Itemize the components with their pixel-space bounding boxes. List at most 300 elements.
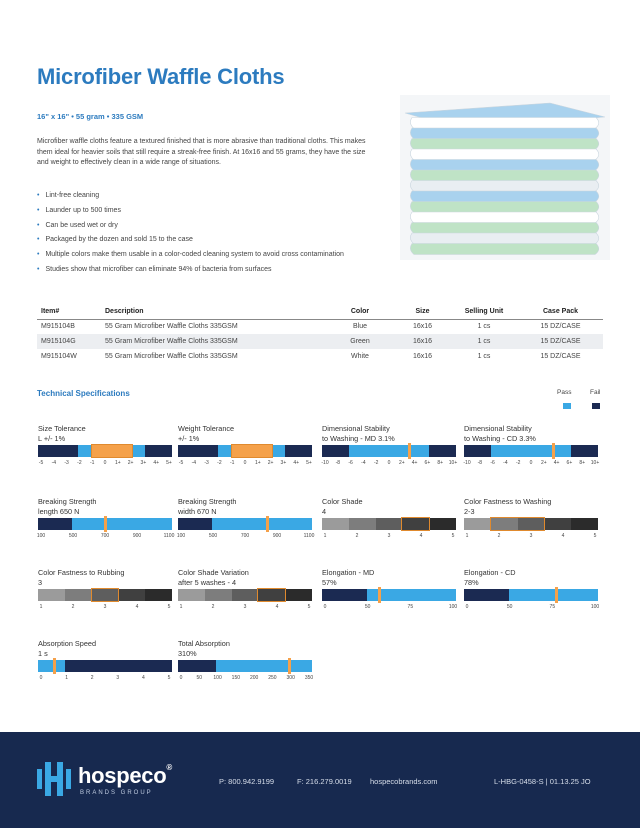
hospeco-logo-icon — [37, 762, 71, 796]
scale-ticks — [464, 460, 598, 470]
result-marker — [552, 443, 555, 459]
brand-wordmark: hospeco — [78, 763, 167, 788]
cloth-layer — [410, 202, 598, 213]
legend-pass-label: Pass — [557, 389, 572, 396]
scale-segment — [585, 445, 599, 457]
tick-label: 3 — [529, 533, 533, 539]
scale-segment — [509, 589, 554, 601]
scale-segment — [38, 660, 65, 672]
scale-segment — [285, 589, 312, 601]
scale-segment — [272, 445, 286, 457]
tick-label: 0 — [243, 460, 247, 466]
scale-segment — [322, 518, 349, 530]
scale-segment — [531, 445, 545, 457]
scale-segment — [429, 518, 456, 530]
result-marker — [378, 587, 381, 603]
spec-value: 310% — [178, 648, 197, 658]
tick-label: 100 — [213, 675, 222, 681]
spec-dimensional-stability-cd — [464, 424, 598, 470]
tick-label: 10+ — [590, 460, 600, 466]
tick-label: -4 — [51, 460, 57, 466]
scale-segment — [132, 445, 146, 457]
cloth-layer — [410, 128, 598, 139]
tick-label: 2+ — [398, 460, 405, 466]
feature-list — [37, 189, 344, 278]
scale-segment — [553, 589, 598, 601]
scale-segment — [504, 445, 518, 457]
tick-label: 2 — [211, 604, 215, 610]
spec-value: after 5 washes - 4 — [178, 577, 236, 587]
scale-segment — [216, 660, 235, 672]
tick-label: 300 — [286, 675, 295, 681]
table-row — [37, 349, 603, 364]
scale-segment — [105, 518, 139, 530]
table-header: Size — [395, 304, 450, 319]
cloth-layer — [410, 170, 598, 181]
tick-label: 8+ — [579, 460, 586, 466]
scale-segment — [38, 518, 72, 530]
tick-label: 3 — [103, 604, 107, 610]
tick-label: 900 — [132, 533, 142, 539]
tick-label: 150 — [231, 675, 241, 681]
tick-label: 4+ — [411, 460, 418, 466]
scale-segment — [367, 589, 412, 601]
table-cell: 1 cs — [477, 353, 491, 360]
scale-segment — [197, 660, 216, 672]
tick-label: -2 — [373, 460, 379, 466]
scale-segment — [178, 445, 192, 457]
scale-segment — [139, 518, 173, 530]
spec-scale-bar — [178, 589, 312, 601]
scale-segment — [145, 589, 172, 601]
result-marker — [266, 516, 269, 532]
scale-segment — [491, 445, 505, 457]
spec-label: Weight Tolerance — [178, 424, 235, 433]
scale-segment — [159, 445, 173, 457]
tick-label: 0 — [529, 460, 533, 466]
spec-value: width 670 N — [178, 506, 217, 516]
table-cell: 15 DZ/CASE — [518, 334, 603, 349]
scale-segment — [571, 518, 598, 530]
scale-segment — [178, 518, 212, 530]
tick-label: 3 — [387, 533, 391, 539]
tick-label: 10+ — [448, 460, 458, 466]
scale-segment — [571, 445, 585, 457]
spec-scale-bar — [178, 445, 312, 457]
scale-ticks — [38, 460, 172, 470]
legend-fail-label: Fail — [590, 389, 601, 396]
scale-segment — [178, 660, 197, 672]
tick-label: -1 — [89, 460, 95, 466]
registered-mark: ® — [166, 763, 172, 772]
tick-label: 50 — [364, 604, 371, 610]
result-highlight — [490, 517, 546, 531]
tick-label: -8 — [477, 460, 483, 466]
table-row — [37, 319, 603, 334]
cloth-layer — [410, 244, 598, 255]
scale-segment — [389, 445, 403, 457]
brand-subtitle: BRANDS GROUP — [80, 790, 153, 796]
tick-label: -2 — [217, 460, 222, 466]
table-cell: 16x16 — [395, 334, 450, 349]
tick-label: 700 — [100, 533, 110, 539]
spec-breaking-strength-length — [36, 497, 175, 543]
scale-segment — [191, 445, 205, 457]
spec-value: length 650 N — [38, 506, 80, 516]
cloth-layer — [410, 212, 598, 223]
scale-segment — [349, 445, 363, 457]
spec-value: 4 — [322, 506, 327, 516]
scale-segment — [255, 660, 274, 672]
scale-segment — [322, 589, 367, 601]
scale-segment — [72, 518, 106, 530]
tick-label: 2+ — [127, 460, 134, 466]
scale-segment — [38, 445, 52, 457]
spec-label: Color Shade — [322, 497, 363, 506]
tick-label: 4 — [561, 533, 565, 539]
specs-heading: Technical Specifications — [37, 389, 130, 398]
table-cell: M915104W — [41, 353, 77, 360]
table-cell: M915104B — [41, 323, 75, 331]
tick-label: 900 — [272, 533, 282, 539]
scale-segment — [558, 445, 572, 457]
tick-label: 2+ — [267, 460, 274, 466]
scale-segment — [205, 445, 219, 457]
scale-segment — [362, 445, 376, 457]
spec-color-fastness-rubbing — [38, 568, 172, 614]
tick-label: 4 — [419, 533, 423, 539]
tick-label: 0 — [39, 675, 43, 681]
scale-segment — [299, 445, 313, 457]
spec-weight-tolerance — [178, 424, 312, 470]
table-header: Description — [105, 304, 325, 319]
tick-label: -10 — [463, 460, 471, 466]
tick-label: 5+ — [166, 460, 172, 466]
scale-segment — [145, 445, 159, 457]
product-photo — [400, 95, 610, 260]
spec-breaking-strength-width — [176, 497, 315, 543]
tick-label: 100 — [590, 604, 600, 610]
tick-label: 100 — [36, 533, 46, 539]
table-header: Case Pack — [518, 304, 603, 319]
tick-label: 4+ — [153, 460, 160, 466]
scale-segment — [38, 589, 65, 601]
tick-label: 75 — [407, 604, 414, 610]
table-cell: 15 DZ/CASE — [540, 323, 581, 331]
tick-label: 1 — [323, 533, 327, 539]
scale-segment — [376, 518, 403, 530]
result-highlight — [401, 517, 430, 531]
result-marker — [53, 658, 56, 674]
cloth-layer — [410, 149, 598, 160]
legend-fail-swatch — [592, 403, 600, 409]
tick-label: 1 — [179, 604, 183, 610]
tick-label: -5 — [38, 460, 44, 466]
feature-item: • Can be used wet or dry — [37, 219, 344, 234]
tick-label: 5 — [167, 675, 171, 681]
spec-scale-bar — [464, 445, 598, 457]
tick-label: 1+ — [114, 460, 121, 466]
table-cell: 55 Gram Microfiber Waffle Cloths 335GSM — [105, 334, 325, 349]
scale-segment — [212, 518, 246, 530]
spec-elongation-md — [322, 568, 456, 614]
feature-item: • Lint-free cleaning — [37, 189, 344, 204]
tick-label: -4 — [191, 460, 197, 466]
table-cell: 16x16 — [412, 353, 433, 360]
scale-segment — [279, 518, 313, 530]
scale-segment — [51, 445, 65, 457]
product-description: Microfiber waffle cloths feature a textured finished that is more abrasive than traditional cloths. This makes them ideal for heavier soils that still require a streak-free finish. At 16x16 and 55 grams, they have the size and weight to effectively clean in a wide range of situations. — [37, 138, 366, 166]
tick-label: -3 — [64, 460, 69, 466]
footer-phone: P: 800.942.9199 — [219, 777, 275, 786]
scale-segment — [65, 445, 79, 457]
spec-color-shade — [322, 497, 456, 543]
tick-label: -2 — [77, 460, 82, 466]
scale-ticks — [38, 675, 172, 685]
cloth-layer — [410, 233, 598, 244]
scale-segment — [178, 589, 205, 601]
legend-pass-swatch — [563, 403, 571, 409]
tick-label: 6+ — [566, 460, 573, 466]
scale-segment — [429, 445, 443, 457]
cloth-layer — [410, 139, 598, 150]
result-marker — [288, 658, 291, 674]
brand-name — [78, 763, 172, 789]
table-cell: 55 Gram Microfiber Waffle Cloths 335GSM — [105, 323, 238, 331]
spec-scale-bar — [464, 589, 598, 601]
scale-segment — [464, 589, 509, 601]
spec-absorption-speed — [38, 639, 172, 685]
result-highlight — [91, 588, 120, 602]
tick-label: 1100 — [303, 533, 315, 539]
table-cell: White — [351, 353, 369, 360]
tick-label: 2 — [90, 675, 94, 681]
spec-value: 1 s — [38, 648, 48, 658]
tick-label: 3 — [116, 675, 120, 681]
tick-label: -10 — [321, 460, 329, 466]
feature-item: • Packaged by the dozen and sold 15 to the case — [37, 233, 344, 248]
scale-segment — [232, 589, 259, 601]
tick-label: 5 — [167, 604, 171, 610]
tick-label: 4 — [135, 604, 139, 610]
spec-label: Elongation - MD — [322, 568, 375, 577]
scale-segment — [235, 660, 254, 672]
scale-ticks — [322, 604, 456, 614]
footer-website-link[interactable]: hospecobrands.com — [370, 777, 438, 786]
page-title: Microfiber Waffle Cloths — [37, 64, 285, 89]
spec-label: Breaking Strength — [38, 497, 97, 506]
result-marker — [104, 516, 107, 532]
tick-label: -1 — [229, 460, 235, 466]
tick-label: 5 — [451, 533, 455, 539]
table-cell: M915104G — [37, 334, 105, 349]
table-header: Item# — [37, 304, 105, 319]
footer-document-id: L-HBG-0458-S | 01.13.25 JO — [494, 777, 591, 786]
spec-total-absorption — [178, 639, 312, 685]
spec-scale-bar — [178, 518, 312, 530]
spec-value: to Washing - MD 3.1% — [322, 433, 395, 443]
spec-label: Color Shade Variation — [178, 568, 249, 577]
tick-label: -6 — [490, 460, 495, 466]
spec-value: L +/- 1% — [38, 433, 66, 443]
scale-segment — [443, 445, 457, 457]
scale-segment — [285, 445, 299, 457]
tick-label: 1 — [465, 533, 469, 539]
scale-ticks — [464, 533, 598, 543]
scale-segment — [411, 589, 456, 601]
tick-label: -4 — [361, 460, 366, 466]
tick-label: 6+ — [424, 460, 431, 466]
spec-label: Dimensional Stability — [464, 424, 532, 433]
spec-elongation-cd — [464, 568, 598, 614]
scale-segment — [145, 660, 172, 672]
tick-label: 250 — [268, 675, 277, 681]
tick-label: 1100 — [163, 533, 175, 539]
tick-label: 500 — [208, 533, 218, 539]
tick-label: -3 — [204, 460, 209, 466]
spec-label: Breaking Strength — [178, 497, 237, 506]
product-table — [37, 304, 603, 364]
spec-scale-bar — [322, 445, 456, 457]
spec-scale-bar — [322, 518, 456, 530]
tick-label: 3+ — [140, 460, 147, 466]
scale-ticks — [322, 533, 456, 543]
spec-value: +/- 1% — [178, 433, 200, 443]
result-marker — [408, 443, 411, 459]
tick-label: 50 — [506, 604, 513, 610]
scale-ticks — [178, 675, 312, 685]
tick-label: -6 — [348, 460, 353, 466]
tick-label: 2 — [497, 533, 501, 539]
feature-item: • Multiple colors make them usable in a color-coded cleaning system to avoid cross contamination — [37, 248, 344, 263]
spec-scale-bar — [178, 660, 312, 672]
tick-label: -8 — [335, 460, 341, 466]
spec-label: Dimensional Stability — [322, 424, 390, 433]
tick-label: 700 — [240, 533, 250, 539]
tick-label: -5 — [178, 460, 184, 466]
tick-label: 4+ — [553, 460, 560, 466]
scale-segment — [416, 445, 430, 457]
table-header: Selling Unit — [450, 304, 518, 319]
cloth-layer — [410, 160, 598, 171]
result-marker — [555, 587, 558, 603]
tick-label: 100 — [448, 604, 458, 610]
spec-label: Color Fastness to Washing — [464, 497, 552, 506]
spec-value: 2-3 — [464, 506, 475, 516]
result-highlight — [231, 444, 273, 458]
spec-scale-bar — [38, 589, 172, 601]
spec-value: 78% — [464, 577, 479, 587]
scale-ticks — [322, 460, 456, 470]
tick-label: 2 — [355, 533, 359, 539]
scale-segment — [65, 589, 92, 601]
tick-label: -4 — [503, 460, 508, 466]
scale-segment — [293, 660, 312, 672]
tick-label: 3 — [243, 604, 247, 610]
scale-segment — [518, 445, 532, 457]
tick-label: 5 — [307, 604, 311, 610]
table-row — [37, 334, 603, 349]
table-cell: 1 cs — [477, 323, 491, 331]
spec-label: Total Absorption — [178, 639, 230, 648]
spec-label: Color Fastness to Rubbing — [38, 568, 125, 577]
table-cell: 16x16 — [412, 323, 433, 331]
tick-label: 350 — [304, 675, 314, 681]
tick-label: 1 — [65, 675, 68, 681]
scale-segment — [349, 518, 376, 530]
scale-segment — [335, 445, 349, 457]
tick-label: 0 — [103, 460, 107, 466]
tick-label: 200 — [249, 675, 259, 681]
scale-segment — [376, 445, 390, 457]
tick-label: 5+ — [306, 460, 312, 466]
spec-scale-bar — [322, 589, 456, 601]
tick-label: 1 — [39, 604, 43, 610]
scale-segment — [464, 445, 478, 457]
spec-color-fastness-washing — [464, 497, 598, 543]
cloth-layer — [410, 191, 598, 202]
product-subtitle: 16" x 16" • 55 gram • 335 GSM — [37, 112, 144, 121]
scale-ticks — [176, 533, 315, 543]
cloth-layer — [410, 118, 598, 129]
table-cell: Blue — [352, 323, 367, 331]
spec-label: Elongation - CD — [464, 568, 516, 577]
table-cell: 1 cs — [450, 334, 518, 349]
tick-label: 2 — [71, 604, 75, 610]
scale-segment — [464, 518, 491, 530]
tick-label: 4+ — [293, 460, 300, 466]
spec-value: 3 — [38, 577, 43, 587]
scale-ticks — [36, 533, 175, 543]
tick-label: 4 — [275, 604, 279, 610]
scale-segment — [544, 518, 571, 530]
scale-segment — [65, 660, 92, 672]
table-cell: 15 DZ/CASE — [540, 353, 581, 360]
scale-segment — [205, 589, 232, 601]
tick-label: 0 — [465, 604, 469, 610]
footer-fax: F: 216.279.0019 — [297, 777, 352, 786]
feature-item: • Studies show that microfiber can eliminate 94% of bacteria from surfaces — [37, 263, 344, 278]
scale-segment — [245, 518, 279, 530]
spec-scale-bar — [464, 518, 598, 530]
scale-segment — [92, 660, 119, 672]
scale-ticks — [178, 604, 312, 614]
cloth-layer — [410, 223, 598, 234]
scale-ticks — [464, 604, 598, 614]
scale-segment — [322, 445, 336, 457]
spec-scale-bar — [38, 518, 172, 530]
cloth-layer — [410, 181, 598, 192]
tick-label: 75 — [549, 604, 556, 610]
tick-label: -2 — [515, 460, 521, 466]
tick-label: 2+ — [540, 460, 547, 466]
spec-value: 57% — [322, 577, 337, 587]
spec-value: to Washing - CD 3.3% — [464, 433, 536, 443]
tick-label: 4 — [142, 675, 145, 681]
tick-label: 0 — [179, 675, 183, 681]
spec-color-shade-variation — [178, 568, 312, 614]
scale-ticks — [178, 460, 312, 470]
tick-label: 0 — [387, 460, 391, 466]
tick-label: 8+ — [437, 460, 444, 466]
spec-label: Size Tolerance — [38, 424, 86, 433]
result-highlight — [91, 444, 133, 458]
table-header: Color — [325, 304, 395, 319]
tick-label: 50 — [196, 675, 203, 681]
scale-segment — [118, 589, 145, 601]
tick-label: 500 — [68, 533, 78, 539]
spec-scale-bar — [38, 445, 172, 457]
